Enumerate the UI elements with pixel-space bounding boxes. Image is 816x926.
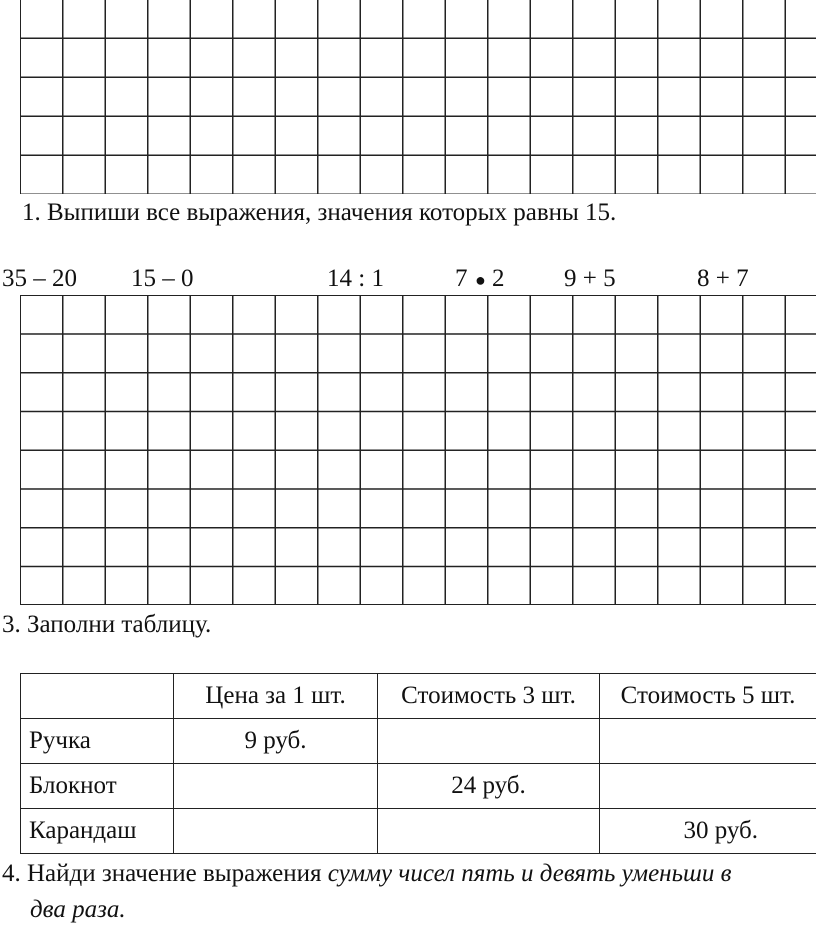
expression-3: 14 : 1 [327, 265, 384, 292]
expression-5: 9 + 5 [564, 265, 616, 292]
table-cell: Блокнот [21, 764, 174, 809]
grid-paper-middle [20, 295, 816, 605]
table-header-cell [21, 674, 174, 719]
expression-6: 8 + 7 [697, 265, 749, 292]
table-cell[interactable] [174, 764, 378, 809]
grid-paper-top [20, 0, 816, 194]
task-4-italic-expression: сумму чисел пять и девять уменьши в [327, 860, 732, 887]
table-cell[interactable] [378, 809, 600, 854]
table-row [21, 809, 816, 854]
task-4-instruction [2, 861, 731, 886]
table-cell[interactable] [600, 764, 816, 809]
table-header-cell: Стоимость 5 шт. [600, 674, 816, 719]
expression-4-right: 2 [492, 265, 505, 292]
expression-2: 15 – 0 [131, 265, 194, 292]
table-header-cell: Стоимость 3 шт. [378, 674, 600, 719]
table-row [21, 764, 816, 809]
table-cell: Карандаш [21, 809, 174, 854]
table-cell: 9 руб. [174, 719, 378, 764]
multiplication-dot-icon: ● [475, 270, 486, 290]
table-header-cell: Цена за 1 шт. [174, 674, 378, 719]
task-4-prefix: 4. Найди значение выражения [2, 860, 328, 887]
table-cell[interactable] [600, 719, 816, 764]
table-row [21, 719, 816, 764]
task-3-instruction: 3. Заполни таблицу. [2, 611, 212, 638]
table-cell[interactable] [174, 809, 378, 854]
table-cell: 24 руб. [378, 764, 600, 809]
task-1-instruction: 1. Выпиши все выражения, значения которых равны 15. [22, 199, 617, 226]
expression-4-left: 7 [455, 265, 468, 292]
price-table [20, 673, 816, 854]
table-cell[interactable] [378, 719, 600, 764]
table-cell: 30 руб. [600, 809, 816, 854]
table-header-row [21, 674, 816, 719]
task-4-instruction-line-2: два раза. [30, 896, 126, 923]
expression-1: 35 – 20 [2, 265, 77, 292]
table-cell: Ручка [21, 719, 174, 764]
